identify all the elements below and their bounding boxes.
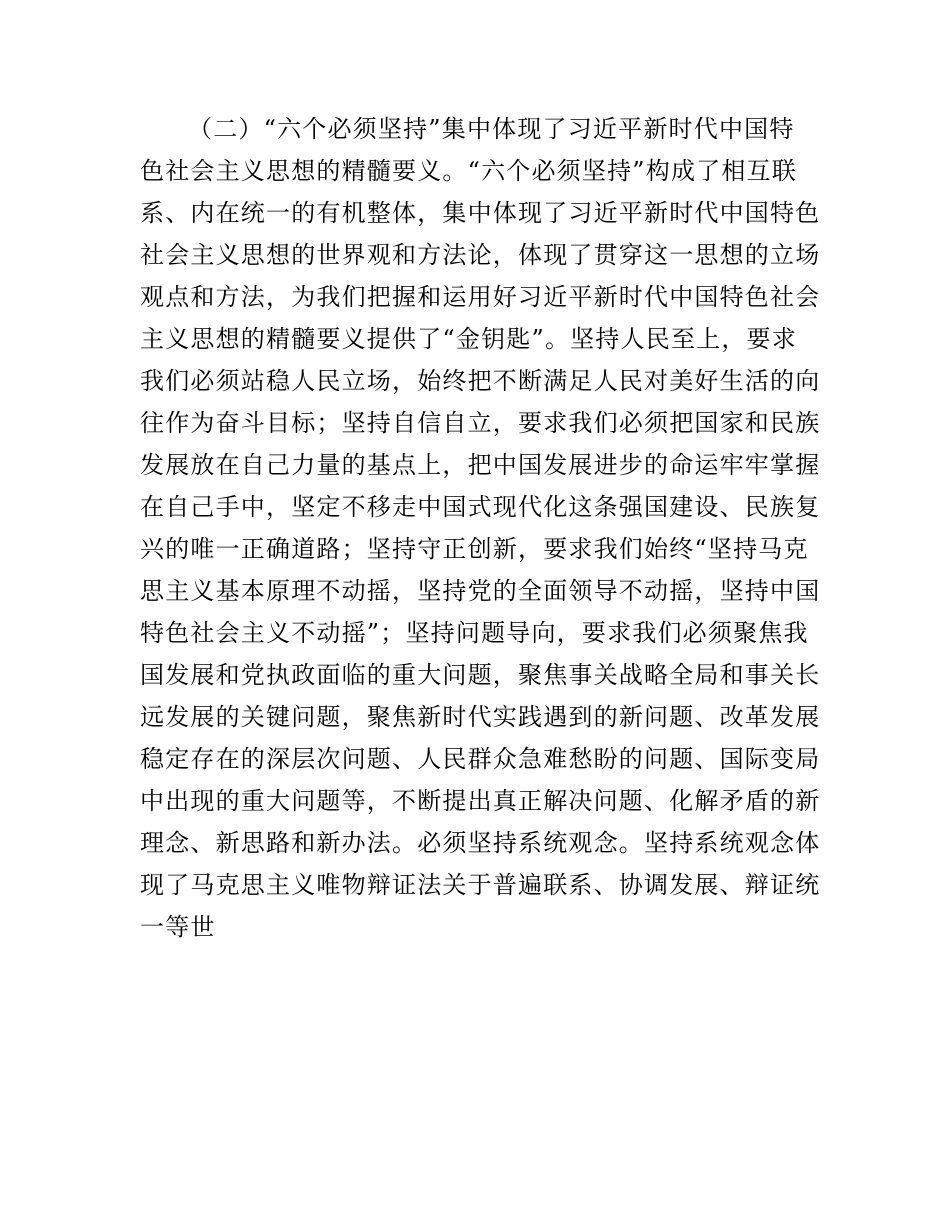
paragraph-line: 远发展的关键问题，聚焦新时代实践遇到的新问题、改革发展 <box>140 703 821 731</box>
paragraph-line: 理念、新思路和新办法。必须坚持系统观念。坚持系统观念体 <box>140 829 821 857</box>
paragraph-line: 系、内在统一的有机整体，集中体现了习近平新时代中国特色 <box>140 199 821 227</box>
paragraph-line: 特色社会主义不动摇”；坚持问题导向，要求我们必须聚焦我 <box>140 619 809 647</box>
paragraph-line: 中出现的重大问题等，不断提出真正解决问题、化解矛盾的新 <box>140 787 821 815</box>
paragraph-line: 发展放在自己力量的基点上，把中国发展进步的命运牢牢掌握 <box>140 451 821 479</box>
paragraph-line: 一等世 <box>140 913 216 941</box>
paragraph-line: 现了马克思主义唯物辩证法关于普遍联系、协调发展、辩证统 <box>140 871 821 899</box>
paragraph-line: 社会主义思想的世界观和方法论，体现了贯穿这一思想的立场 <box>140 241 821 269</box>
paragraph-line: 色社会主义思想的精髓要义。“六个必须坚持”构成了相互联 <box>140 157 797 185</box>
paragraph-line: 稳定存在的深层次问题、人民群众急难愁盼的问题、国际变局 <box>140 745 821 773</box>
paragraph-line: 兴的唯一正确道路；坚持守正创新，要求我们始终“坚持马克 <box>140 535 809 563</box>
paragraph-line: 往作为奋斗目标；坚持自信自立，要求我们必须把国家和民族 <box>140 409 821 437</box>
paragraph-line: 观点和方法，为我们把握和运用好习近平新时代中国特色社会 <box>140 283 821 311</box>
paragraph-line: 国发展和党执政面临的重大问题，聚焦事关战略全局和事关长 <box>140 661 821 689</box>
paragraph-line: 主义思想的精髓要义提供了“金钥匙”。坚持人民至上，要求 <box>140 325 797 353</box>
body-paragraph <box>140 108 821 948</box>
paragraph-line: 在自己手中，坚定不移走中国式现代化这条强国建设、民族复 <box>140 493 821 521</box>
paragraph-line: 我们必须站稳人民立场，始终把不断满足人民对美好生活的向 <box>140 367 821 395</box>
paragraph-line: （二）“六个必须坚持”集中体现了习近平新时代中国特 <box>188 115 795 143</box>
paragraph-line: 思主义基本原理不动摇，坚持党的全面领导不动摇，坚持中国 <box>140 577 821 605</box>
